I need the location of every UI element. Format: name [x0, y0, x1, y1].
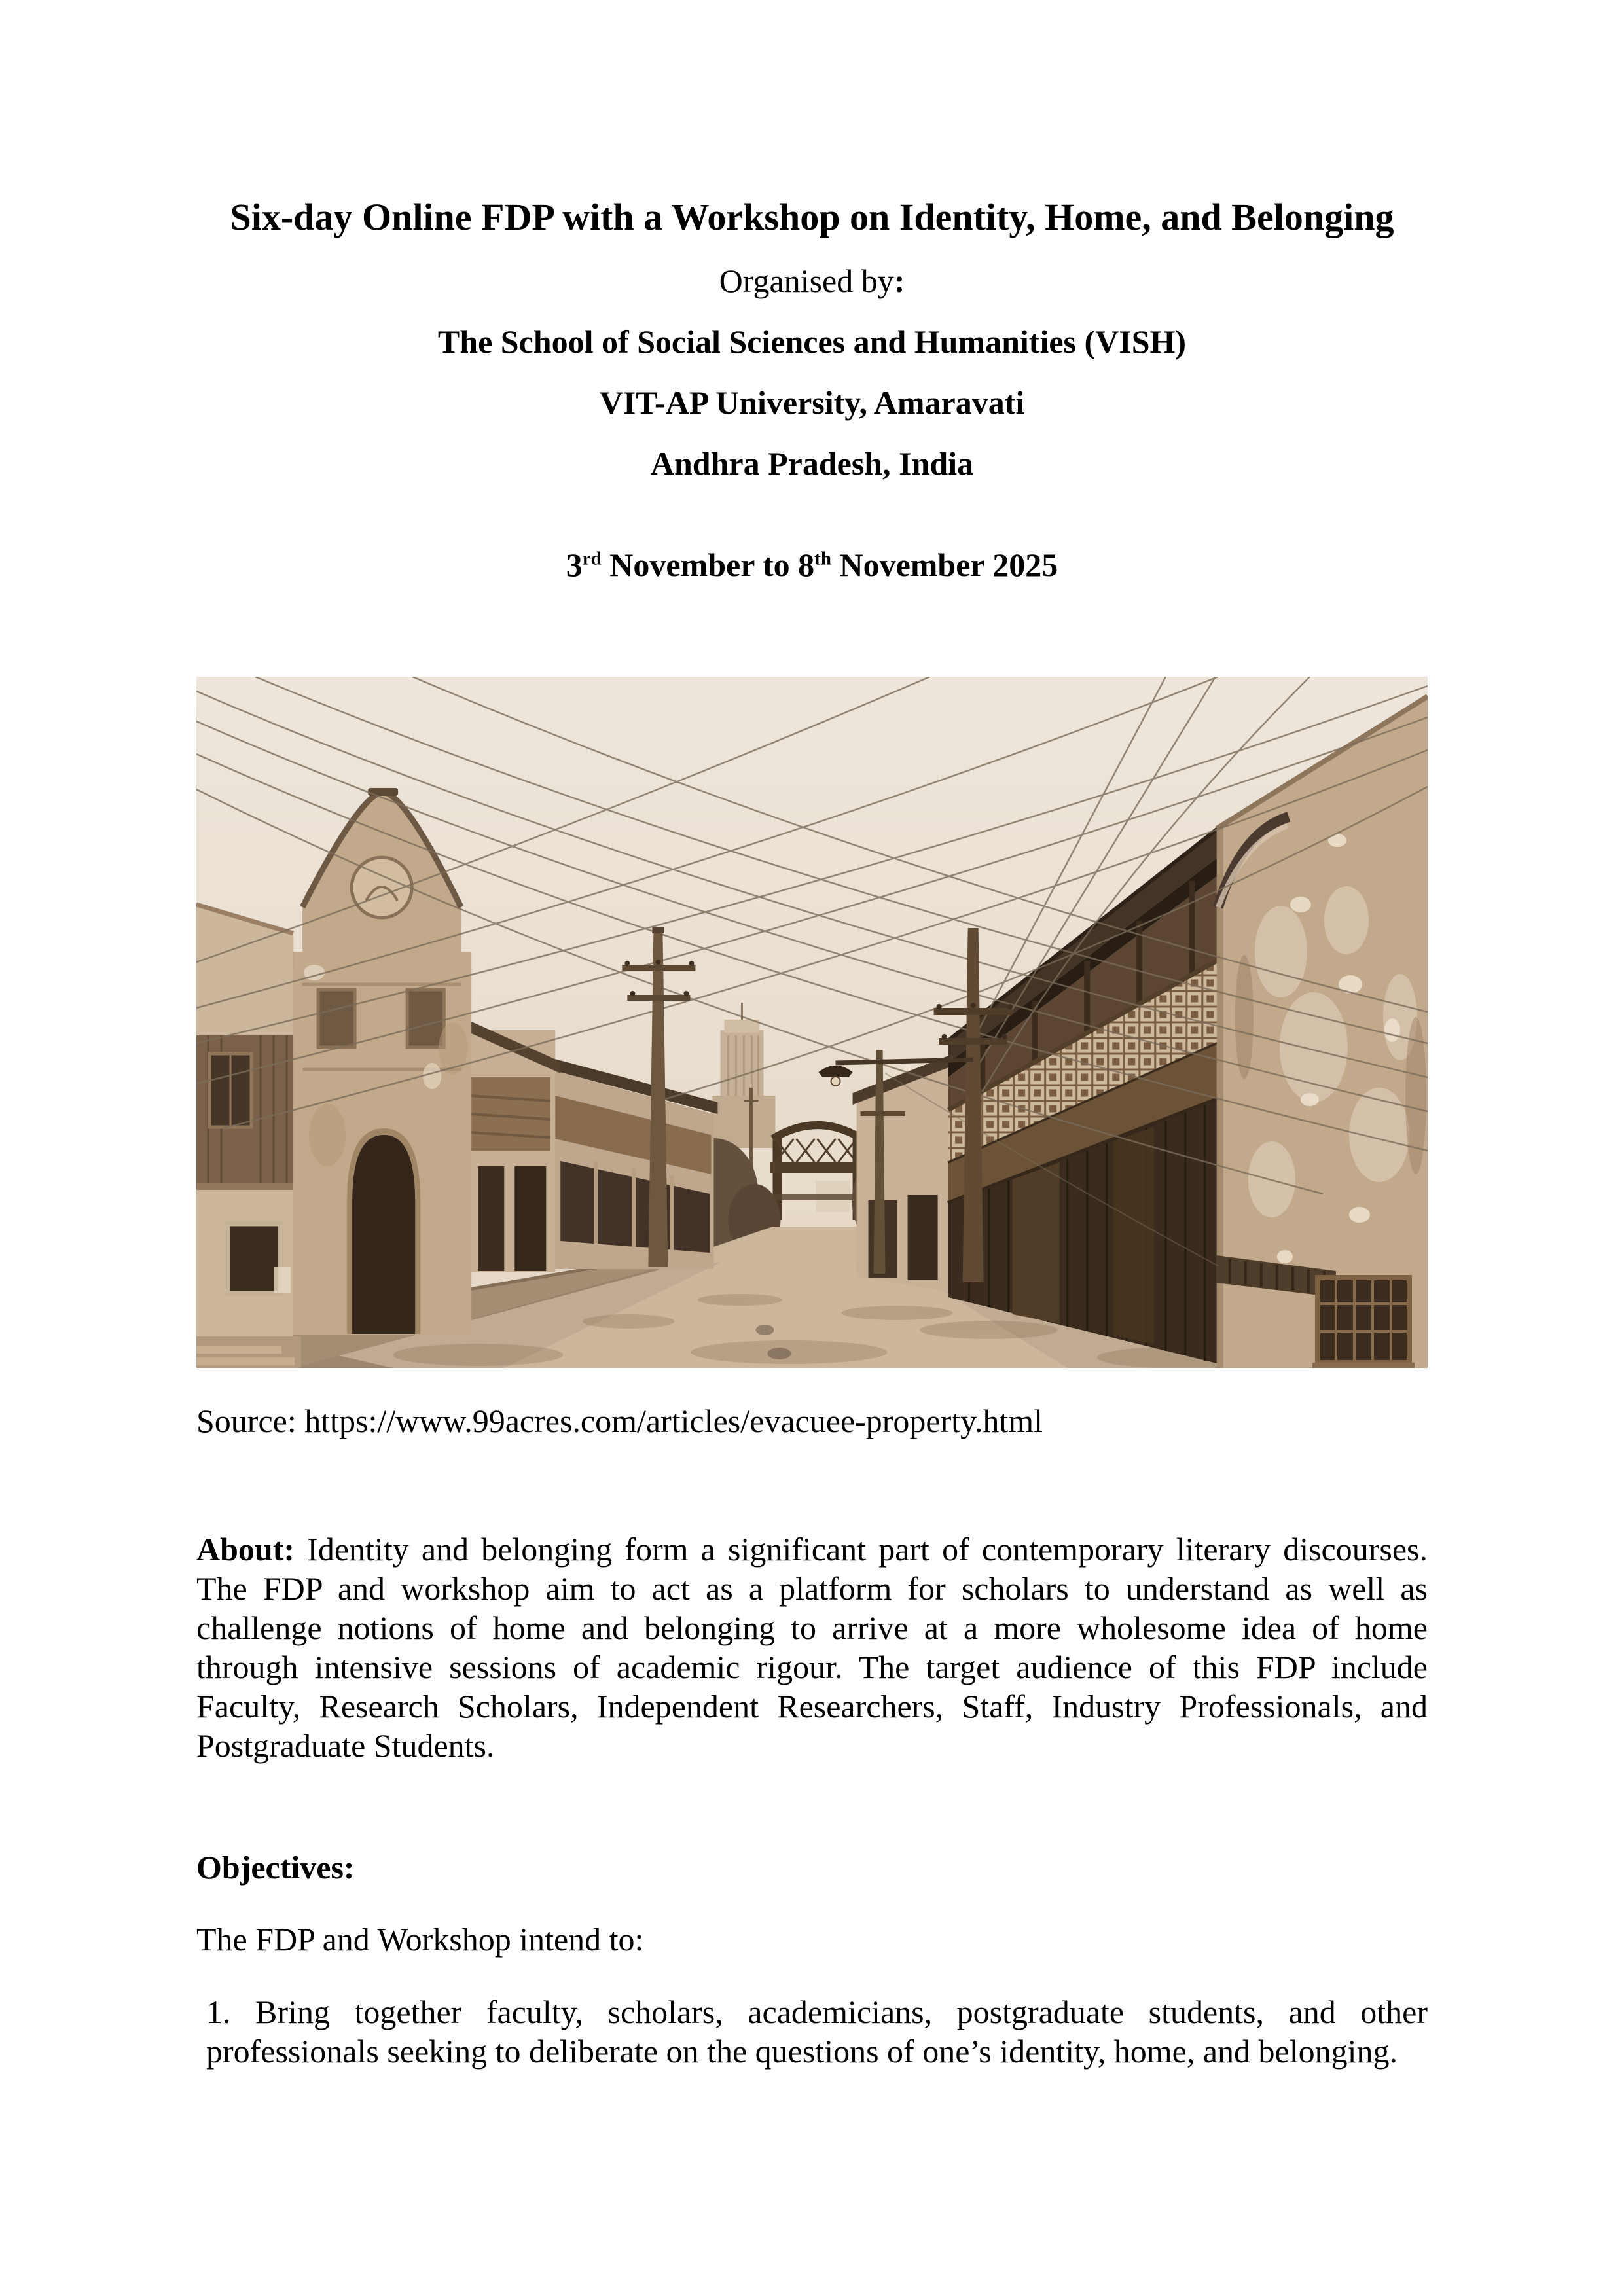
source-label: Source: — [196, 1403, 297, 1439]
date-day2-suffix: th — [814, 548, 831, 569]
document-title: Six-day Online FDP with a Workshop on Identity, Home, and Belonging — [230, 196, 1394, 238]
date-day1: 3 — [566, 547, 583, 583]
objectives-intro: The FDP and Workshop intend to: — [196, 1921, 644, 1958]
organised-by-text: Organised by — [719, 262, 894, 299]
source-url[interactable]: https://www.99acres.com/articles/evacuee-property.html — [304, 1403, 1043, 1439]
photo-source-line — [196, 1401, 1428, 1441]
date-day1-suffix: rd — [582, 548, 602, 569]
event-dates-line — [196, 545, 1428, 585]
organised-by-colon: : — [893, 262, 905, 299]
objective-item-number: 1. — [206, 1994, 231, 2030]
organiser-school-line: The School of Social Sciences and Humanities (VISH) — [437, 323, 1187, 360]
photo-sepia-overlay — [196, 677, 1428, 1368]
about-paragraph — [196, 1530, 1428, 1765]
date-middle: November to 8 — [601, 547, 815, 583]
street-photograph — [196, 677, 1428, 1368]
organised-by-line — [196, 260, 1428, 301]
date-tail: November 2025 — [831, 547, 1058, 583]
about-body: Identity and belonging form a significant part of contemporary literary discourses. The FDP and workshop aim to act as a platform for scholars to understand as well as challenge notions of home and belonging to arrive at a more wholesome idea of home through intensive sessions of academic rigour. The target audience of this FDP include Faculty, Research Scholars, Independent Researchers, Staff, Industry Professionals, and Postgraduate Students. — [196, 1531, 1428, 1764]
objective-item-text: Bring together faculty, scholars, academicians, postgraduate students, and other professionals seeking to deliberate on the questions of one’s identity, home, and belonging. — [206, 1994, 1428, 2070]
objective-item-1 — [196, 1992, 1428, 2071]
organiser-state-line: Andhra Pradesh, India — [650, 445, 974, 482]
organiser-university-line: VIT-AP University, Amaravati — [599, 384, 1025, 421]
about-label: About: — [196, 1531, 295, 1568]
objectives-heading: Objectives: — [196, 1849, 355, 1886]
